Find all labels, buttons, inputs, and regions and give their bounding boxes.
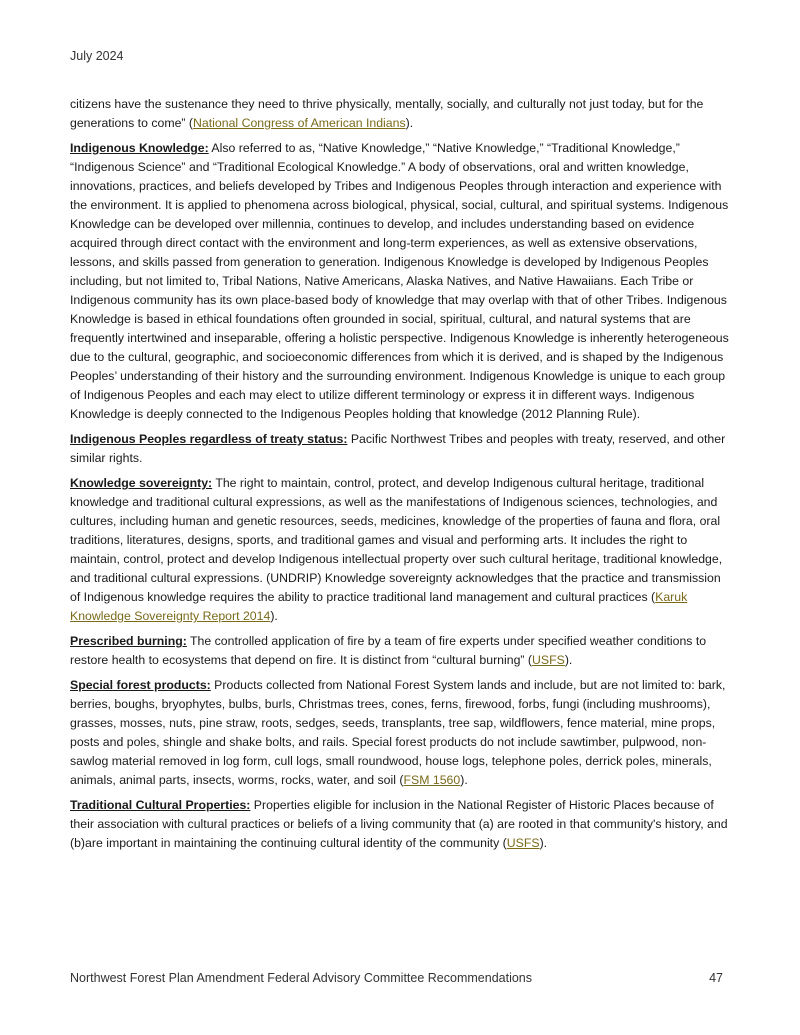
definition-indigenous-peoples: [70, 430, 730, 468]
definition-knowledge-sovereignty: Knowledge sovereignty: The right to maintain, control, protect, and develop Indigenous cultural heritage, traditional knowledge and traditional cultural expressions, as well as the manifestations of Indigenous sciences, technologies, and cultures, including human and genetic resources, seeds, medicines, knowledge of the properties of fauna and flora, oral traditions, literatures, designs, sports, and traditional games and visual and performing arts. It includes the right to maintain, control, protect and develop Indigenous intellectual property over such cultural heritage, traditional knowledge, and traditional cultural expressions. (UNDRIP) Knowledge sovereignty acknowledges that the practice and transmission of Indigenous knowledge requires the ability to practice traditional land management and cultural practices (Karuk Knowledge Sovereignty Report 2014).: [70, 476, 723, 623]
definition-prescribed-burning: Prescribed burning: The controlled application of fire by a team of fire experts under specified weather conditions to restore health to ecosystems that depend on fire. It is distinct from “cultural burning” (USFS).: [70, 634, 707, 667]
term-knowledge-sovereignty: Knowledge sovereignty:: [70, 476, 213, 490]
definition-indigenous-knowledge: [70, 139, 730, 424]
definition-text: Pacific Northwest Tribes and peoples with treaty, reserved, and other similar rights.: [70, 432, 726, 465]
definition-text: Products collected from National Forest System lands and include, but are not limited to: bark, berries, boughs, bryophytes, bulbs, burls, Christmas trees, cones, ferns, firewood, forbs, fungi (including mushrooms), grasses, mosses, nuts, pine straw, roots, sedges, seeds, transplants, tree sap, wildflowers, fence material, mine props, posts and poles, shingle and shake bolts, and rails. Special forest products do not include sawtimber, pulpwood, non-sawlog material removed in log form, cull logs, small roundwood, house logs, telephone poles, derrick poles, minerals, animals, animal parts, insects, worms, rocks, water, and soil (: [70, 678, 726, 787]
page-number: 47: [709, 971, 723, 985]
intro-text: citizens have the sustenance they need to thrive physically, mentally, socially, and culturally not just today, but for the generations to come” (: [70, 97, 704, 130]
definition-special-forest-products: Special forest products: Products collected from National Forest System lands and include, but are not limited to: bark, berries, boughs, bryophytes, bulbs, burls, Christmas trees, cones, ferns, firewood, forbs, fungi (including mushrooms), grasses, mosses, nuts, pine straw, roots, sedges, seeds, transplants, tree sap, wildflowers, fence material, mine props, posts and poles, shingle and shake bolts, and rails. Special forest products do not include sawtimber, pulpwood, non-sawlog material removed in log form, cull logs, small roundwood, house logs, telephone poles, derrick poles, minerals, animals, animal parts, insects, worms, rocks, water, and soil (FSM 1560).: [70, 678, 726, 787]
fsm-1560-link[interactable]: FSM 1560: [403, 773, 461, 787]
karuk-report-link[interactable]: Karuk Knowledge Sovereignty Report 2014: [70, 590, 688, 623]
document-body: [70, 95, 730, 859]
term-traditional-cultural-properties: Traditional Cultural Properties:: [70, 798, 251, 812]
usfs-link[interactable]: USFS: [532, 653, 565, 667]
term-indigenous-peoples: Indigenous Peoples regardless of treaty status:: [70, 432, 348, 446]
definition-text: Properties eligible for inclusion in the National Register of Historic Places because of their association with cultural practices or beliefs of a living community that (a) are rooted in that community's history, and (b)are important in maintaining the continuing cultural identity of the community (: [70, 798, 728, 850]
footer-title: Northwest Forest Plan Amendment Federal Advisory Committee Recommendations: [70, 971, 532, 985]
usfs-link[interactable]: USFS: [506, 836, 540, 850]
header-date: July 2024: [70, 49, 124, 63]
definition-text: The controlled application of fire by a team of fire experts under specified weather conditions to restore health to ecosystems that depend on fire. It is distinct from “cultural burning” (: [70, 634, 707, 667]
definition-text: Also referred to as, “Native Knowledge,” “Native Knowledge,” “Traditional Knowledge,” “Indigenous Science” and “Traditional Ecological Knowledge.” A body of observations, oral and written knowledge, innovations, practices, and beliefs developed by Tribes and Indigenous Peoples through interaction and experience with the environment. It is applied to phenomena across biological, physical, social, cultural, and spiritual systems. Indigenous Knowledge can be developed over millennia, continues to develop, and includes understanding based on evidence acquired through direct contact with the environment and long-term experiences, as well as extensive observations, lessons, and skills passed from generation to generation. Indigenous Knowledge is developed by Indigenous Peoples including, but not limited to, Tribal Nations, Native Americans, Alaska Natives, and Native Hawaiians. Each Tribe or Indigenous community has its own place-based body of knowledge that may overlap with that of other Tribes. Indigenous Knowledge is based in ethical foundations often grounded in social, spiritual, cultural, and natural systems that are frequently intertwined and inseparable, offering a holistic perspective. Indigenous Knowledge is inherently heterogeneous due to the cultural, geographic, and socioeconomic differences from which it is derived, and is shaped by the Indigenous Peoples’ understanding of their history and the surrounding environment. Indigenous Knowledge is unique to each group of Indigenous Peoples and each may elect to utilize different terminology or express it in different ways. Indigenous Knowledge is deeply connected to the Indigenous Peoples holding that knowledge (2012 Planning Rule).: [70, 141, 729, 421]
definition-traditional-cultural-properties: Traditional Cultural Properties: Properties eligible for inclusion in the National Register of Historic Places because of their association with cultural practices or beliefs of a living community that (a) are rooted in that community's history, and (b)are important in maintaining the continuing cultural identity of the community (USFS).: [70, 798, 728, 850]
term-special-forest-products: Special forest products:: [70, 678, 211, 692]
intro-paragraph: citizens have the sustenance they need to thrive physically, mentally, socially, and culturally not just today, but for the generations to come” (National Congress of American Indians).: [70, 97, 704, 130]
ncai-link[interactable]: National Congress of American Indians: [193, 116, 406, 130]
term-prescribed-burning: Prescribed burning:: [70, 634, 187, 648]
definition-text: The right to maintain, control, protect, and develop Indigenous cultural heritage, traditional knowledge and traditional cultural expressions, as well as the manifestations of Indigenous sciences, technologies, and cultures, including human and genetic resources, seeds, medicines, knowledge of the properties of fauna and flora, oral traditions, literatures, designs, sports, and traditional games and visual and performing arts. It includes the right to maintain, control, protect and develop Indigenous intellectual property over such cultural heritage, traditional knowledge, and traditional cultural expressions. (UNDRIP) Knowledge sovereignty acknowledges that the practice and transmission of Indigenous knowledge requires the ability to practice traditional land management and cultural practices (: [70, 476, 723, 604]
term-indigenous-knowledge: Indigenous Knowledge:: [70, 141, 209, 155]
